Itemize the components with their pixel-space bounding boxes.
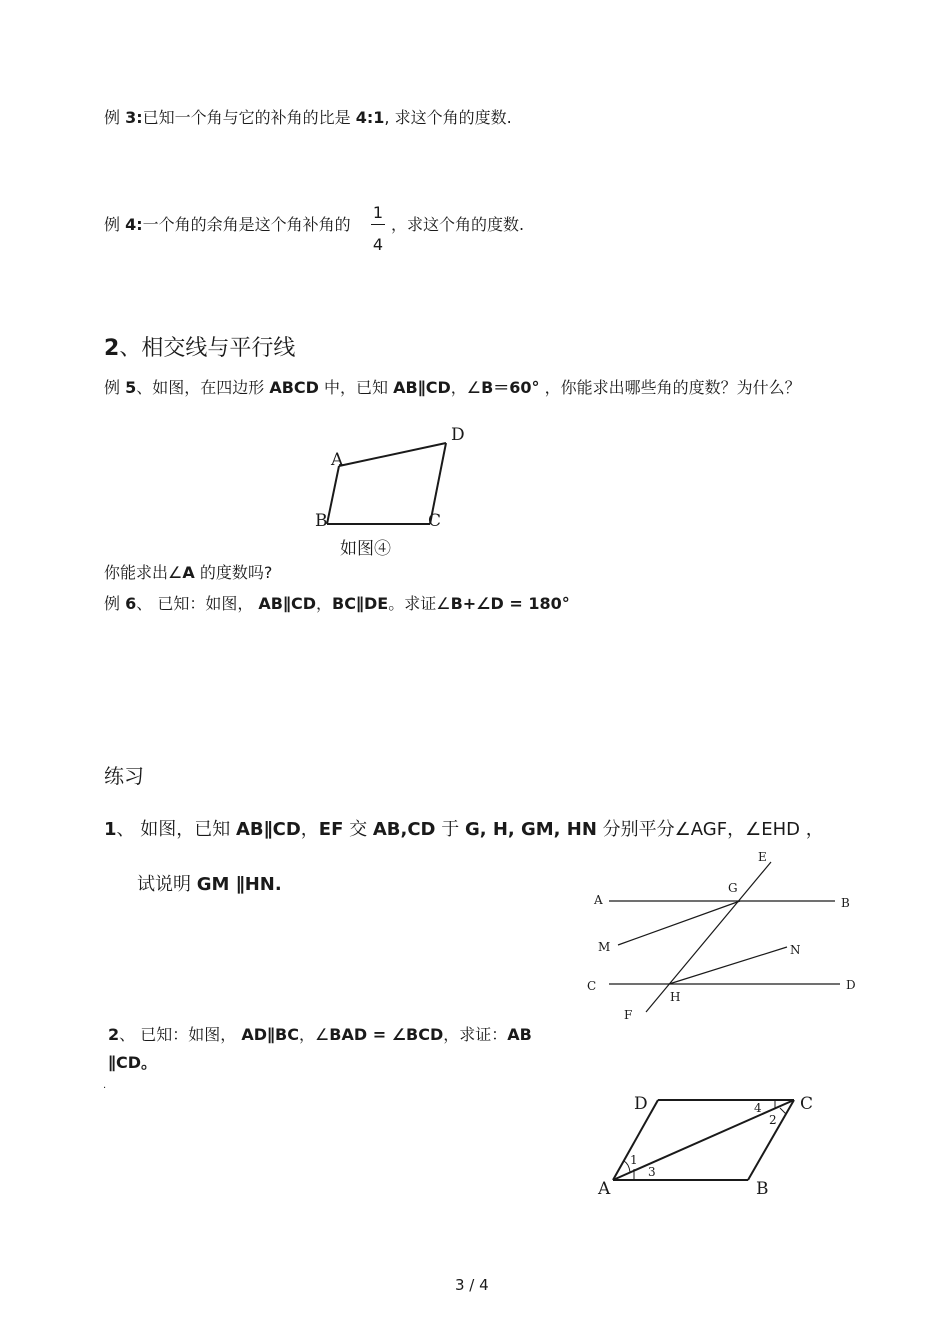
vertex-label-a: A: [331, 450, 344, 470]
math: AB: [507, 1025, 532, 1044]
math: ABCD: [269, 378, 319, 397]
label: 例: [104, 108, 126, 127]
stray-dot: .: [103, 1080, 107, 1091]
point-label-h: H: [670, 990, 681, 1004]
text: 中，已知: [318, 378, 394, 397]
label: 例: [104, 378, 126, 397]
text: ，: [300, 819, 319, 840]
figure-caption: 如图④: [340, 539, 391, 559]
example-number: 5: [125, 378, 137, 397]
text: ，∠: [298, 1025, 330, 1044]
text: ，求证：: [443, 1025, 508, 1044]
point-label-b: B: [841, 896, 850, 910]
example-number: 6: [125, 594, 137, 613]
angle-label-3: 3: [648, 1165, 656, 1179]
point-label-n: N: [790, 943, 801, 957]
text: 的度数吗?: [194, 563, 273, 582]
text: 分别平分∠AGF，∠EHD ，: [596, 819, 824, 840]
text: 已知一个角与它的补角的比是: [142, 108, 356, 127]
vertex-label-b: B: [315, 511, 328, 531]
text: 、 已知：如图，: [136, 594, 259, 613]
math: B+∠D = 180°: [450, 594, 570, 613]
problem-number: 2: [108, 1025, 120, 1044]
example-4-rest: ，求这个角的度数.: [391, 215, 525, 234]
vertex-label-d: D: [634, 1094, 648, 1114]
text: ，你能求出哪些角的度数？为什么？: [539, 378, 801, 397]
math: G, H, GM, HN: [464, 819, 597, 840]
math: BC∥DE: [332, 594, 389, 613]
point-label-f: F: [624, 1008, 633, 1022]
angle-arc-2: [780, 1108, 786, 1114]
text: ，: [316, 594, 333, 613]
angle-label-4: 4: [754, 1101, 762, 1115]
point-label-c: C: [587, 979, 597, 993]
math: AB∥CD: [235, 819, 301, 840]
text: 交: [343, 819, 373, 840]
vertex-label-b: B: [756, 1179, 769, 1199]
problem-number: 1: [104, 819, 117, 840]
label: 例: [104, 594, 126, 613]
vertex-label-d: D: [451, 425, 465, 445]
point-label-g: G: [728, 881, 738, 895]
math: AB∥CD: [393, 378, 451, 397]
math: AB∥CD: [258, 594, 317, 613]
label: 例: [104, 215, 126, 234]
vertex-label-c: C: [428, 511, 442, 531]
text: 于: [435, 819, 465, 840]
point-label-a: A: [594, 893, 603, 907]
text: 、 如图，已知: [116, 819, 236, 840]
text: 、 已知：如图，: [119, 1025, 242, 1044]
vertex-label-c: C: [800, 1094, 814, 1114]
text: ，∠: [450, 378, 482, 397]
text: 试说明: [137, 874, 197, 895]
practice-heading: 练习: [104, 764, 144, 788]
point-label-e: E: [758, 850, 767, 864]
text: 。求证∠: [388, 594, 451, 613]
text: , 求这个角的度数.: [384, 108, 512, 127]
math: AB,CD: [372, 819, 436, 840]
math: AD∥BC: [241, 1025, 299, 1044]
fraction-numerator: 1: [372, 203, 384, 222]
math: A: [182, 563, 195, 582]
page-number: 3 / 4: [455, 1276, 489, 1294]
point-label-d: D: [846, 978, 856, 992]
ratio: 4:1: [355, 108, 385, 127]
practice-2-line-2: ∥CD。: [108, 1053, 158, 1072]
example-number: 3:: [125, 108, 143, 127]
text: 一个角的余角是这个角补角的: [142, 215, 351, 234]
section-number: 2: [104, 336, 120, 361]
vertex-label-a: A: [598, 1179, 611, 1199]
angle-label-1: 1: [630, 1153, 638, 1167]
fraction-denominator: 4: [372, 235, 384, 254]
math: BAD = ∠BCD: [329, 1025, 444, 1044]
math: EF: [318, 819, 344, 840]
example-number: 4:: [125, 215, 143, 234]
angle-label-2: 2: [769, 1113, 777, 1127]
point-label-m: M: [598, 940, 611, 954]
math: GM ∥HN.: [196, 874, 282, 895]
text: 、如图，在四边形: [136, 378, 270, 397]
text: 你能求出∠: [104, 563, 183, 582]
section-title: 、相交线与平行线: [119, 336, 296, 361]
math: B＝60°: [481, 378, 540, 397]
